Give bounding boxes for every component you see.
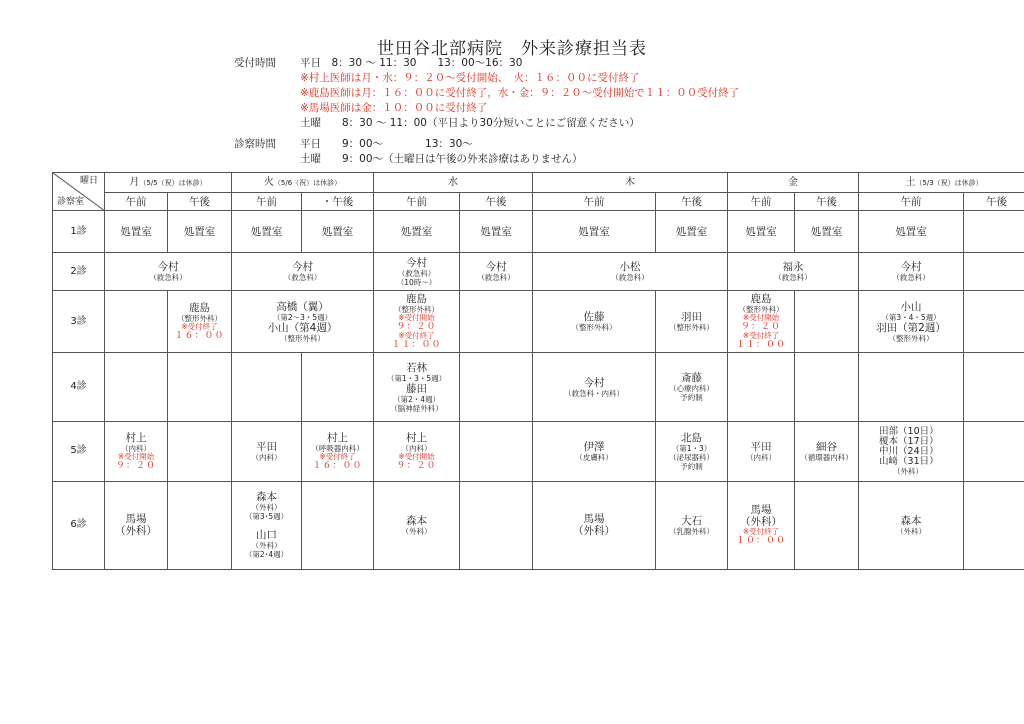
cell-empty [795,291,859,353]
tue-am-header: 午前 [232,193,302,211]
cell-thu-pm-3: 羽田 （整形外科） [656,291,728,353]
schedule-table [52,172,1024,570]
cell-tue-am-6: 森本 （外科） （第3･5週） 山口 （外科） （第2･4週） [232,481,302,569]
exam-weekday: 平日 9：00～ 13：30～ [300,138,473,150]
cell-empty [460,291,533,353]
cell-empty [964,291,1024,353]
cell-tue-2: 今村 （救急科） [232,253,374,291]
cell-thu-am-6: 馬場 （外科） [533,481,656,569]
exam-hours [234,137,583,167]
cell-treat: 処置室 [859,211,964,253]
cell-thu-pm-5: 北島 （第1・3） （泌尿器科） 予約制 [656,421,728,481]
cell-thu-pm-6: 大石 （乳腺外科） [656,481,728,569]
cell-fri-am-5: 平田 （内科） [728,421,795,481]
header-corner [53,173,105,211]
exam-saturday: 土曜 9：00～（土曜日は午後の外来診療はありません） [300,153,583,165]
row-1: 1診 [53,211,105,253]
reception-label: 受付時間 [234,57,276,69]
cell-empty [460,421,533,481]
wed-am-header: 午前 [374,193,460,211]
day-mon: 月（5/5（祝）は休診） [105,173,232,193]
cell-treat: 処置室 [232,211,302,253]
cell-empty [964,211,1024,253]
cell-wed-pm-2: 今村 （救急科） [460,253,533,291]
cell-tue-am-5: 平田 （内科） [232,421,302,481]
cell-treat: 処置室 [460,211,533,253]
cell-empty [105,353,168,421]
note-baba: ※馬場医師は金：１０：００に受付終了 [300,102,488,114]
cell-sat-am-5: 田部（10日） 榎本（17日） 中川（24日） 山﨑（31日） （外科） [859,421,964,481]
cell-wed-am-5: 村上 （内科） ※受付開始 ９：２０ [374,421,460,481]
cell-sat-am-2: 今村 （救急科） [859,253,964,291]
mon-pm-header: 午後 [168,193,232,211]
sat-am-header: 午前 [859,193,964,211]
day-thu: 木 [533,173,728,193]
row-2: 2診 [53,253,105,291]
cell-thu-am-4: 今村 （救急科・内科） [533,353,656,421]
cell-thu-2: 小松 （救急科） [533,253,728,291]
cell-treat: 処置室 [795,211,859,253]
cell-wed-am-4: 若林 （第1・3・5週） 藤田 （第2・4週） （脳神経外科） [374,353,460,421]
cell-sat-am-6: 森本 （外科） [859,481,964,569]
fri-pm-header: 午後 [795,193,859,211]
cell-thu-pm-4: 斎藤 （心療内科） 予約制 [656,353,728,421]
cell-empty [460,481,533,569]
sat-pm-header: 午後 [964,193,1024,211]
cell-wed-am-3: 鹿島 （整形外科） ※受付開始 ９：２０ ※受付終了 １１：００ [374,291,460,353]
cell-fri-pm-5: 細谷 （循環器内科） [795,421,859,481]
row-6: 6診 [53,481,105,569]
cell-treat: 処置室 [533,211,656,253]
reception-saturday: 土曜 8：30 ～ 11：00（平日より30分短いことにご留意ください） [300,117,640,129]
cell-empty [964,421,1024,481]
note-murakami: ※村上医師は月・水：９：２０～受付開始、 火：１６：００に受付終了 [300,72,640,84]
cell-fri-am-3: 鹿島 （整形外科） ※受付開始 ９：２０ ※受付終了 １１：００ [728,291,795,353]
cell-treat: 処置室 [302,211,374,253]
cell-empty [795,481,859,569]
cell-empty [728,353,795,421]
reception-weekday: 平日 8：30 ～ 11：30 13：00～16：30 [300,57,523,69]
cell-mon-pm-3: 鹿島 （整形外科） ※受付終了 １６：００ [168,291,232,353]
cell-empty [168,481,232,569]
cell-empty [302,481,374,569]
day-sat: 土（5/3（祝）は休診） [859,173,1024,193]
cell-empty [795,353,859,421]
cell-treat: 処置室 [728,211,795,253]
mon-am-header: 午前 [105,193,168,211]
row-5: 5診 [53,421,105,481]
fri-am-header: 午前 [728,193,795,211]
day-wed: 水 [374,173,533,193]
reception-hours [234,56,739,131]
day-tue: 火（5/6（祝）は休診） [232,173,374,193]
thu-am-header: 午前 [533,193,656,211]
cell-sat-am-3: 小山 （第3・4・5週） 羽田（第2週） （整形外科） [859,291,964,353]
cell-treat: 処置室 [374,211,460,253]
cell-treat: 処置室 [105,211,168,253]
day-fri: 金 [728,173,859,193]
tue-pm-header: ・午後 [302,193,374,211]
cell-mon-am-5: 村上 （内科） ※受付開始 ９：２０ [105,421,168,481]
cell-empty [964,481,1024,569]
note-kashima: ※鹿島医師は月：１６：００に受付終了，水・金：９：２０～受付開始で１１：００受付終了 [300,87,740,99]
cell-empty [232,353,302,421]
exam-label: 診察時間 [234,138,276,150]
cell-treat: 処置室 [656,211,728,253]
row-3: 3診 [53,291,105,353]
cell-tue-pm-5: 村上 （呼吸器内科） ※受付終了 １６：００ [302,421,374,481]
cell-wed-am-6: 森本 （外科） [374,481,460,569]
cell-fri-am-6: 馬場 （外科） ※受付終了 １０：００ [728,481,795,569]
page-title: 世田谷北部病院 外来診療担当表 [377,39,647,59]
cell-treat: 処置室 [168,211,232,253]
cell-empty [964,253,1024,291]
corner-weekday: 曜日 [79,176,98,186]
cell-empty [460,353,533,421]
cell-thu-am-5: 伊澤 （皮膚科） [533,421,656,481]
cell-wed-am-2: 今村 （救急科） （10時～） [374,253,460,291]
thu-pm-header: 午後 [656,193,728,211]
row-4: 4診 [53,353,105,421]
cell-thu-am-3: 佐藤 （整形外科） [533,291,656,353]
cell-fri-2: 福永 （救急科） [728,253,859,291]
cell-empty [168,353,232,421]
cell-mon-2: 今村 （救急科） [105,253,232,291]
cell-tue-3: 高橋（翼） （第2～3・5週） 小山（第4週） （整形外科） [232,291,374,353]
cell-mon-am-6: 馬場 （外科） [105,481,168,569]
cell-empty [302,353,374,421]
wed-pm-header: 午後 [460,193,533,211]
corner-room: 診察室 [57,197,85,208]
cell-empty [105,291,168,353]
cell-empty [168,421,232,481]
cell-empty [859,353,964,421]
cell-empty [964,353,1024,421]
